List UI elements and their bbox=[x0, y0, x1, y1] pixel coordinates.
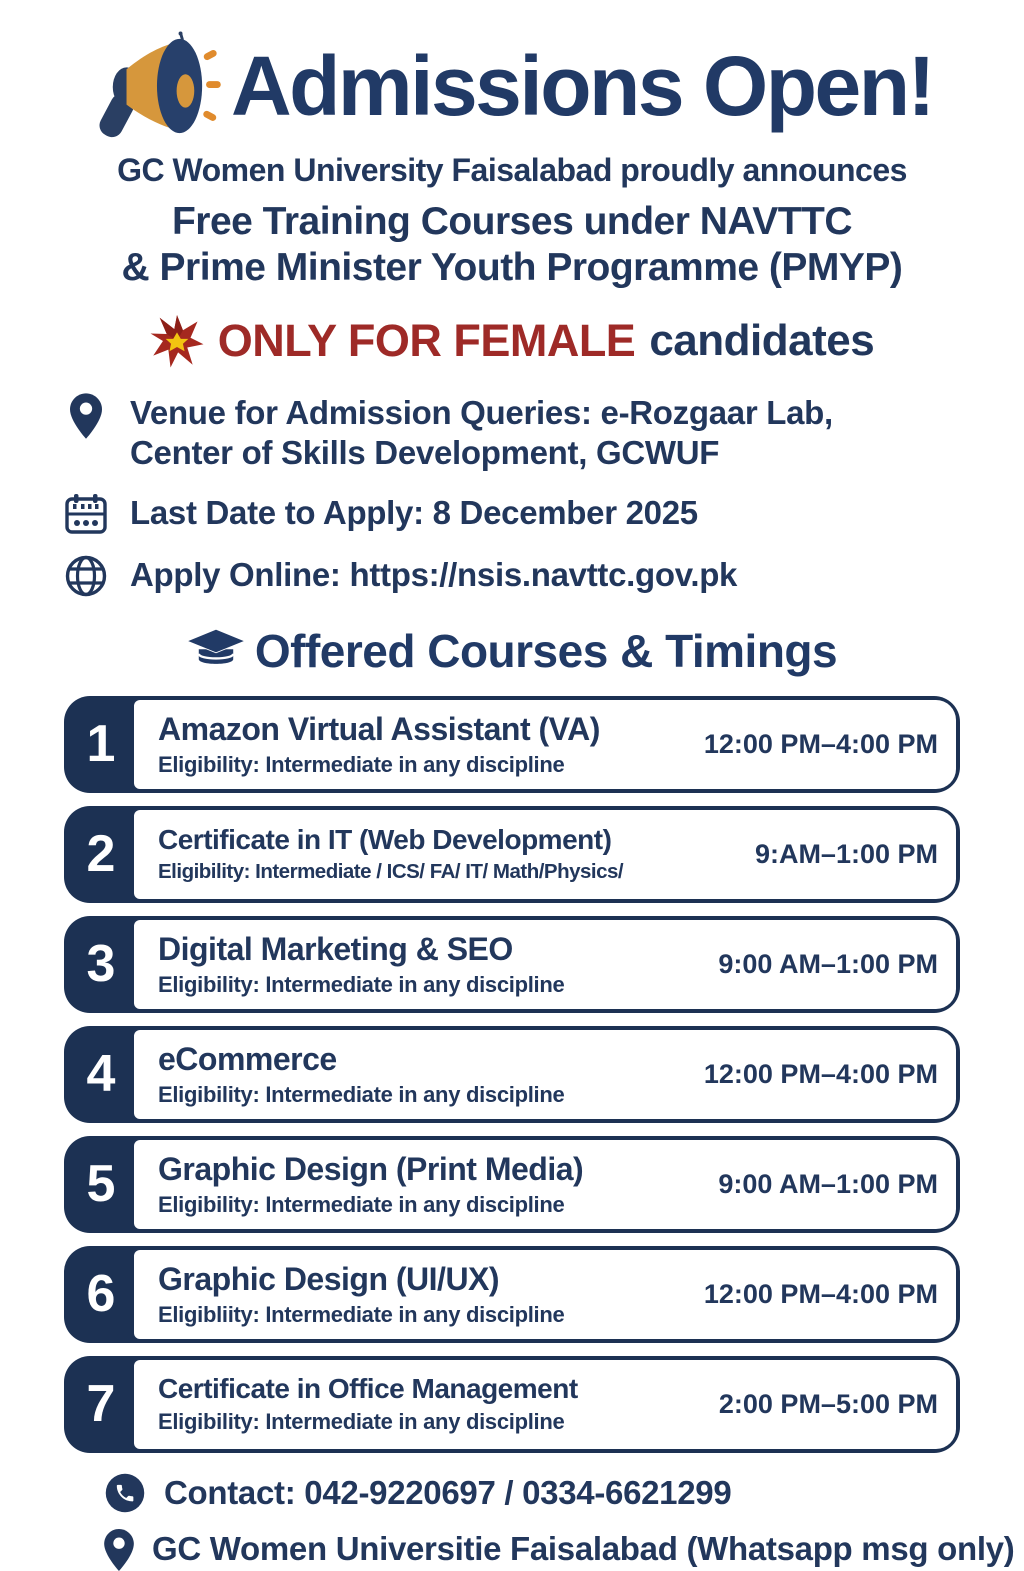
header bbox=[0, 30, 1024, 142]
last-date-item bbox=[62, 492, 1024, 536]
address-text: GC Women Universitie Faisalabad (Whatsapp msg only) bbox=[152, 1529, 1015, 1567]
phone-icon bbox=[104, 1472, 146, 1514]
course-text bbox=[158, 1261, 564, 1328]
course-time: 9:00 AM–1:00 PM bbox=[718, 1168, 938, 1199]
poster bbox=[0, 30, 1024, 1566]
venue-line-1: Venue for Admission Queries: e-Rozgaar Lab, bbox=[130, 394, 833, 432]
course-list bbox=[64, 696, 960, 1453]
graduation-cap-icon bbox=[187, 629, 245, 673]
courses-heading bbox=[0, 622, 1024, 680]
course-eligibility: Eligibility: Intermediate / ICS/ FA/ IT/ Math/Physics/ bbox=[158, 860, 624, 884]
course-card bbox=[64, 806, 960, 903]
course-time: 12:00 PM–4:00 PM bbox=[703, 1058, 938, 1089]
course-number: 2 bbox=[86, 825, 116, 884]
program-lines bbox=[0, 199, 1024, 291]
course-eligibility: Eligibility: Intermediate in any discipline bbox=[158, 751, 565, 777]
course-time: 12:00 PM–4:00 PM bbox=[703, 728, 938, 759]
info-list bbox=[62, 393, 1024, 598]
course-eligibility: Eligibility: Intermediate in any discipline bbox=[158, 971, 565, 997]
course-number: 3 bbox=[86, 935, 116, 994]
footer bbox=[104, 1471, 1024, 1571]
course-text bbox=[158, 711, 600, 778]
course-text bbox=[158, 1041, 564, 1108]
course-number: 7 bbox=[86, 1375, 116, 1434]
course-card bbox=[64, 1026, 960, 1123]
course-text bbox=[158, 1373, 578, 1435]
course-number: 1 bbox=[86, 715, 116, 774]
course-card bbox=[64, 696, 960, 793]
course-card bbox=[64, 1356, 960, 1453]
apply-online-item bbox=[62, 554, 1024, 598]
course-title: Certificate in IT (Web Development) bbox=[158, 824, 612, 856]
location-pin-icon bbox=[62, 393, 110, 439]
page-title: Admissions Open! bbox=[230, 39, 934, 133]
course-title: Graphic Design (Print Media) bbox=[158, 1150, 584, 1187]
course-card-body bbox=[134, 1030, 956, 1119]
female-only-highlight: ONLY FOR FEMALE bbox=[217, 315, 636, 367]
course-time: 9:AM–1:00 PM bbox=[754, 838, 938, 869]
course-card bbox=[64, 1136, 960, 1233]
course-card-body bbox=[134, 1360, 956, 1449]
course-card-body bbox=[134, 920, 956, 1009]
course-card-body bbox=[134, 700, 956, 789]
course-text bbox=[158, 1151, 583, 1218]
globe-icon bbox=[62, 554, 110, 598]
last-date-text: Last Date to Apply: 8 December 2025 bbox=[130, 494, 698, 532]
course-number: 5 bbox=[86, 1155, 116, 1214]
course-time: 2:00 PM–5:00 PM bbox=[718, 1388, 938, 1419]
course-card-body bbox=[134, 1140, 956, 1229]
megaphone-icon bbox=[91, 32, 219, 140]
program-line-2: & Prime Minister Youth Programme (PMYP) bbox=[121, 246, 903, 290]
venue-line-2: Center of Skills Development, GCWUF bbox=[130, 434, 720, 472]
address-row bbox=[104, 1529, 1024, 1571]
program-line-1: Free Training Courses under NAVTTC bbox=[171, 200, 853, 243]
course-card bbox=[64, 916, 960, 1013]
course-title: Graphic Design (UI/UX) bbox=[158, 1260, 500, 1297]
course-number: 4 bbox=[86, 1045, 116, 1104]
contact-text: Contact: 042-9220697 / 0334-6621299 bbox=[164, 1473, 732, 1511]
course-card bbox=[64, 1246, 960, 1343]
contact-row bbox=[104, 1471, 1024, 1515]
courses-heading-label: Offered Courses & Timings bbox=[254, 624, 838, 677]
course-time: 9:00 AM–1:00 PM bbox=[718, 948, 938, 979]
female-only-row bbox=[0, 313, 1024, 369]
location-pin-icon bbox=[104, 1529, 134, 1571]
course-eligibility: Eligibliity: Intermediate in any discipline bbox=[158, 1301, 565, 1327]
course-title: Amazon Virtual Assistant (VA) bbox=[158, 710, 600, 747]
course-text bbox=[158, 824, 623, 884]
venue-text bbox=[130, 393, 833, 474]
course-card-body bbox=[134, 1250, 956, 1339]
course-number: 6 bbox=[86, 1265, 116, 1324]
female-only-rest: candidates bbox=[649, 316, 875, 366]
course-eligibility: Eligibility: Intermediate in any discipline bbox=[158, 1191, 565, 1217]
venue-item bbox=[62, 393, 1024, 474]
calendar-icon bbox=[62, 492, 110, 536]
course-title: eCommerce bbox=[158, 1040, 337, 1077]
course-eligibility: Eligibility: Intermediate in any discipline bbox=[158, 1081, 565, 1107]
course-eligibility: Eligibility: Intermediate in any discipline bbox=[158, 1409, 565, 1435]
course-title: Digital Marketing & SEO bbox=[158, 930, 513, 967]
starburst-icon bbox=[150, 314, 204, 368]
subtitle: GC Women University Faisalabad proudly announces bbox=[117, 152, 907, 188]
course-text bbox=[158, 931, 564, 998]
apply-online-text: Apply Online: https://nsis.navttc.gov.pk bbox=[130, 556, 738, 594]
course-title: Certificate in Office Management bbox=[158, 1373, 578, 1405]
course-time: 12:00 PM–4:00 PM bbox=[703, 1278, 938, 1309]
course-card-body bbox=[134, 810, 956, 899]
